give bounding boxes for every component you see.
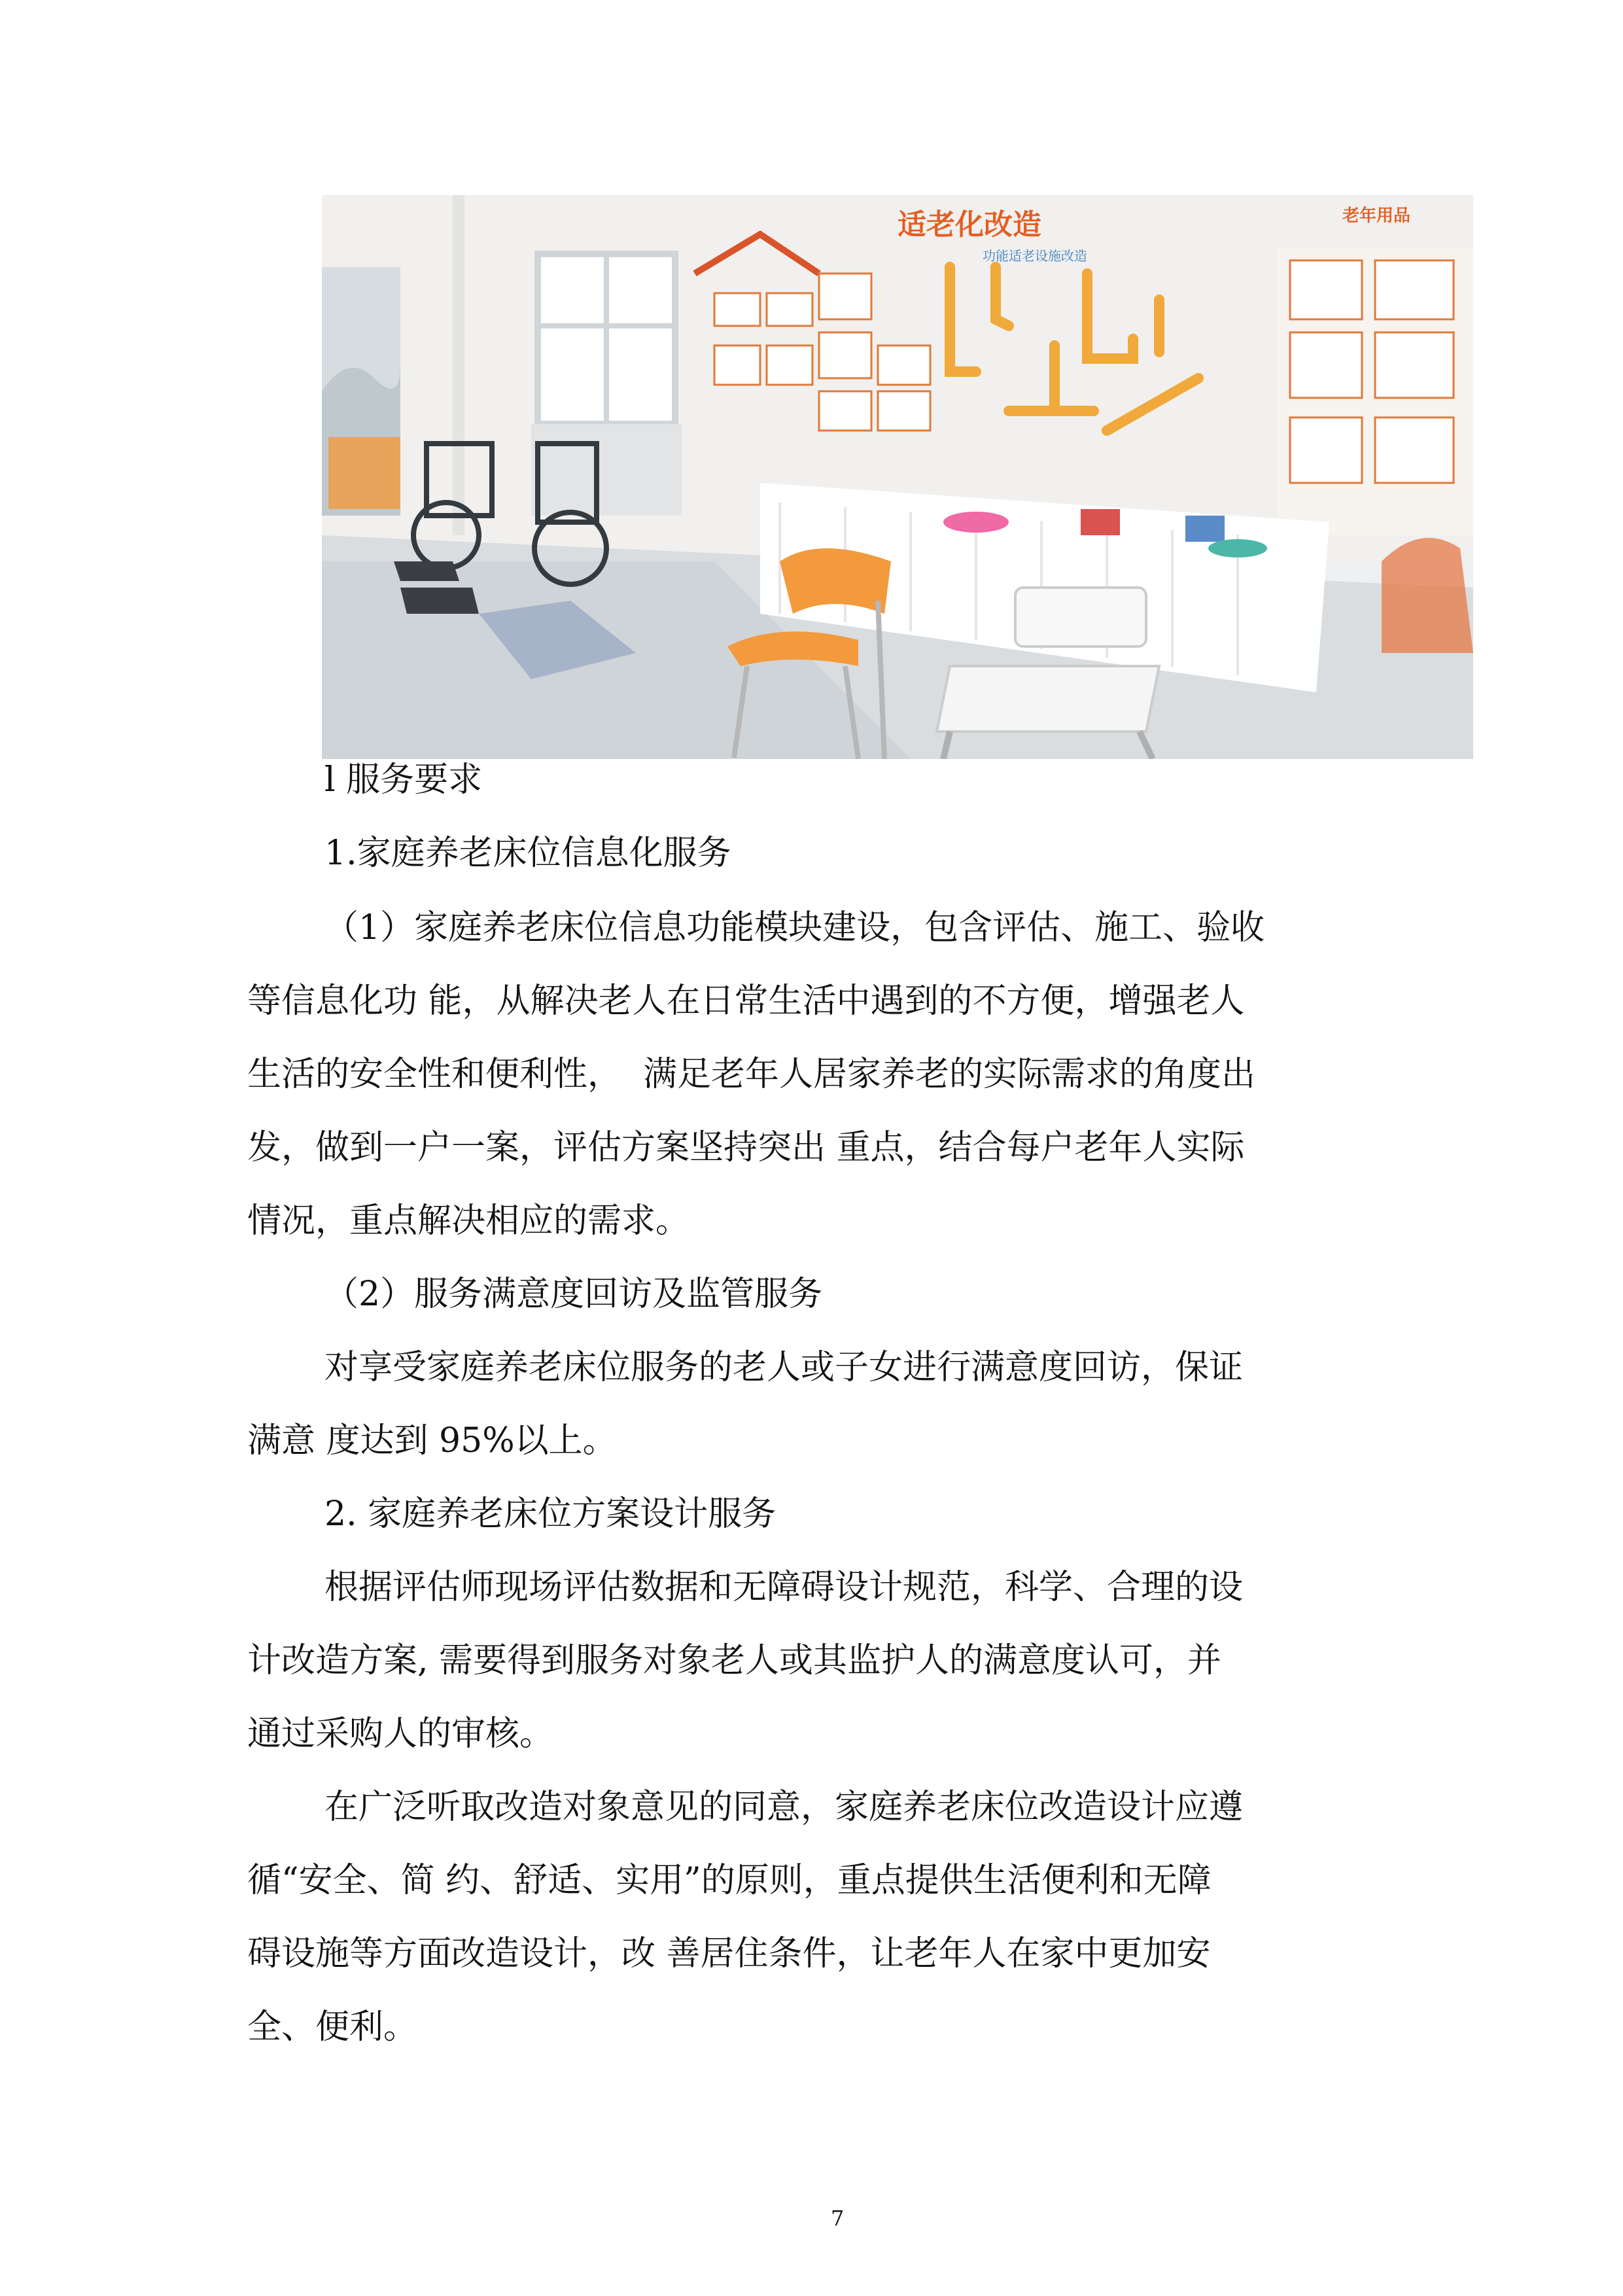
- para-4-line-1: 在广泛听取改造对象意见的同意，家庭养老床位改造设计应遵: [324, 1788, 1244, 1827]
- section-heading-service-requirements: l 服务要求: [324, 760, 483, 800]
- exhibition-photo: [322, 195, 1473, 759]
- section-heading-design: 2. 家庭养老床位方案设计服务: [324, 1494, 777, 1534]
- para-2-line-1: 对享受家庭养老床位服务的老人或子女进行满意度回访，保证: [324, 1348, 1244, 1387]
- para-1-line-2: 等信息化功 能，从解决老人在日常生活中遇到的不方便，增强老人: [247, 981, 1245, 1021]
- para-3-line-1: 根据评估师现场评估数据和无障碍设计规范，科学、合理的设: [324, 1568, 1244, 1607]
- para-2-line-2: 满意 度达到 95%以上。: [247, 1421, 617, 1460]
- para-3-line-2: 计改造方案, 需要得到服务对象老人或其监护人的满意度认可，并: [247, 1641, 1222, 1680]
- para-1-line-4: 发，做到一户一案，评估方案坚持突出 重点，结合每户老年人实际: [247, 1128, 1245, 1167]
- para-1-line-5: 情况，重点解决相应的需求。: [247, 1201, 690, 1241]
- banner-title: 适老化改造: [898, 208, 1041, 241]
- right-board-title: 老年用品: [1342, 206, 1411, 226]
- page-number: 7: [831, 2206, 845, 2231]
- para-1-line-1: （1）家庭养老床位信息功能模块建设，包含评估、施工、验收: [324, 908, 1265, 947]
- sub-heading-satisfaction: （2）服务满意度回访及监管服务: [324, 1275, 823, 1314]
- para-4-line-2: 循“安全、简 约、舒适、实用”的原则，重点提供生活便利和无障: [247, 1861, 1212, 1900]
- para-4-line-3: 碍设施等方面改造设计，改 善居住条件，让老年人在家中更加安: [247, 1934, 1211, 1973]
- banner-subtitle: 功能适老设施改造: [983, 248, 1087, 264]
- para-1-line-3: 生活的安全性和便利性， 满足老年人居家养老的实际需求的角度出: [247, 1055, 1256, 1094]
- section-heading-informatization: 1.家庭养老床位信息化服务: [324, 834, 731, 873]
- para-4-line-4: 全、便利。: [247, 2007, 418, 2047]
- para-3-line-3: 通过采购人的审核。: [247, 1714, 554, 1754]
- exhibition-photo-drawing: [322, 195, 1473, 759]
